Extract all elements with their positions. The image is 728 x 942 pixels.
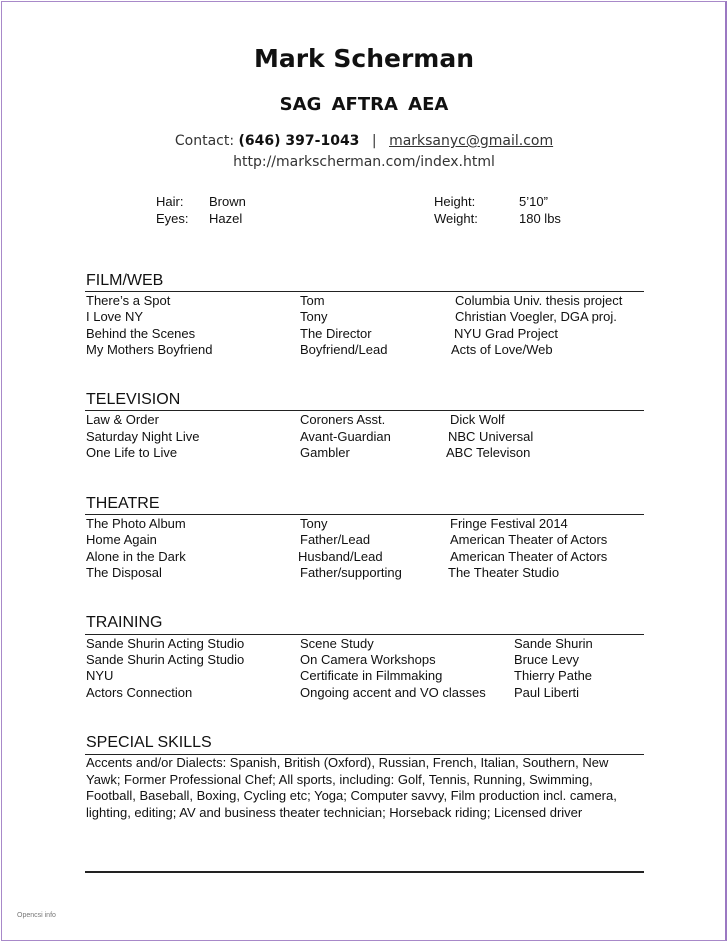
credit-role: Coroners Asst. (300, 412, 386, 427)
training-school: Sande Shurin Acting Studio (86, 636, 245, 651)
training-course: Scene Study (300, 636, 374, 651)
height-value: 5’10” (519, 194, 548, 209)
special-skills-text: Accents and/or Dialects: Spanish, British (Oxford), Russian, French, Italian, Southern, New Yawk; Former Professional Chef; All sports, including: Golf, Tennis, Running, Swimming, Football, Baseball, Boxing, Cycling etc; Yoga; Computer savvy, Film production incl. camera, lighting, editing; AV and business theater technician; Horseback riding; Licensed driver (86, 755, 617, 820)
credit-company: Fringe Festival 2014 (450, 516, 568, 531)
credit-company: ABC Televison (446, 445, 531, 460)
eyes-label: Eyes: (156, 211, 189, 226)
section-rule (85, 514, 644, 515)
credit-role: Tony (300, 516, 328, 531)
section-rule (85, 291, 644, 292)
section-title-skills: SPECIAL SKILLS (86, 734, 212, 751)
credit-title: Law & Order (86, 412, 159, 427)
credit-company: American Theater of Actors (450, 532, 608, 547)
credit-role: Husband/Lead (298, 549, 383, 564)
contact-label: Contact: (174, 133, 235, 149)
training-teacher: Bruce Levy (514, 652, 580, 667)
credit-title: One Life to Live (86, 445, 178, 460)
credit-title: I Love NY (86, 309, 144, 324)
credit-role: Avant-Guardian (300, 429, 391, 444)
credit-company: Christian Voegler, DGA proj. (455, 309, 617, 324)
credit-title: There’s a Spot (86, 293, 171, 308)
training-teacher: Paul Liberti (514, 685, 580, 700)
credit-role: Tony (300, 309, 328, 324)
hair-value: Brown (209, 194, 246, 209)
credit-role: The Director (300, 326, 372, 341)
hair-label: Hair: (156, 194, 184, 209)
credit-company: Dick Wolf (450, 412, 505, 427)
credit-title: Alone in the Dark (86, 549, 186, 564)
height-label: Height: (434, 194, 476, 209)
training-course: Certificate in Filmmaking (300, 668, 443, 683)
email-link[interactable]: marksanyc@gmail.com (389, 133, 554, 149)
phone-number: (646) 397-1043 (238, 133, 360, 149)
website-url[interactable]: http://markscherman.com/index.html (233, 154, 495, 170)
weight-label: Weight: (434, 211, 478, 226)
training-school: Sande Shurin Acting Studio (86, 652, 245, 667)
watermark: Opencsi info (17, 912, 56, 919)
training-course: On Camera Workshops (300, 652, 436, 667)
credit-title: Saturday Night Live (86, 429, 200, 444)
credit-company: Acts of Love/Web (451, 342, 553, 357)
credit-role: Father/Lead (300, 532, 371, 547)
contact-separator: | (371, 133, 377, 149)
credit-role: Gambler (300, 445, 350, 460)
union-affiliations: SAG AFTRA AEA (279, 94, 449, 115)
section-title-theatre: THEATRE (86, 495, 160, 512)
weight-value: 180 lbs (519, 211, 561, 226)
training-teacher: Sande Shurin (514, 636, 593, 651)
credit-title: My Mothers Boyfriend (86, 342, 213, 357)
resume-name: Mark Scherman (253, 44, 475, 73)
eyes-value: Hazel (209, 211, 243, 226)
credit-company: NYU Grad Project (454, 326, 559, 341)
credit-company: The Theater Studio (448, 565, 560, 580)
credit-role: Tom (300, 293, 325, 308)
training-teacher: Thierry Pathe (514, 668, 593, 683)
training-course: Ongoing accent and VO classes (300, 685, 486, 700)
section-rule (85, 634, 644, 635)
credit-title: Behind the Scenes (86, 326, 196, 341)
contact-line (0, 133, 728, 149)
credit-role: Boyfriend/Lead (300, 342, 388, 357)
credit-title: Home Again (86, 532, 157, 547)
training-school: Actors Connection (86, 685, 193, 700)
section-title-television: TELEVISION (86, 391, 181, 408)
training-school: NYU (86, 668, 114, 683)
section-rule (85, 410, 644, 411)
credit-title: The Disposal (86, 565, 162, 580)
credit-company: Columbia Univ. thesis project (455, 293, 623, 308)
bottom-rule (85, 871, 644, 873)
credit-company: American Theater of Actors (450, 549, 608, 564)
credit-company: NBC Universal (448, 429, 534, 444)
section-title-film: FILM/WEB (86, 272, 164, 289)
credit-role: Father/supporting (300, 565, 402, 580)
credit-title: The Photo Album (86, 516, 186, 531)
section-title-training: TRAINING (86, 614, 163, 631)
